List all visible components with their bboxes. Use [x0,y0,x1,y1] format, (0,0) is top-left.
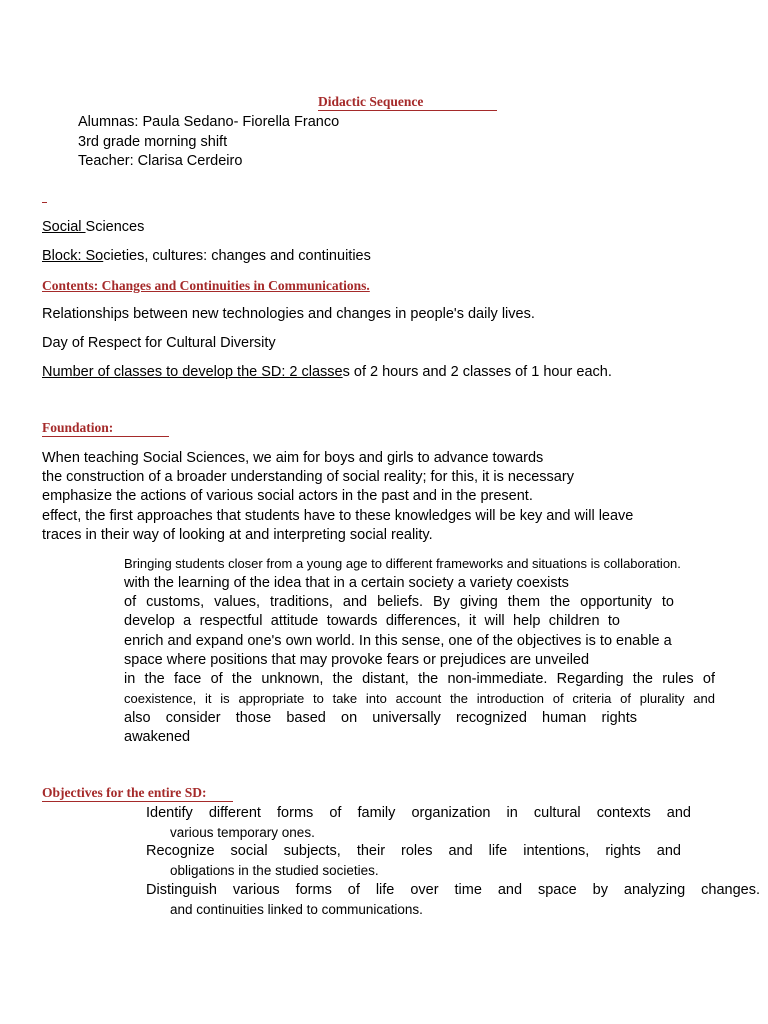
objective-continuation: various temporary ones. [170,825,315,840]
teacher-line: Teacher: Clarisa Cerdeiro [78,153,243,169]
foundation-p2-line: with the learning of the idea that in a certain society a variety coexists [124,575,569,591]
grade-line: 3rd grade morning shift [78,134,228,150]
foundation-p2-line: Bringing students closer from a young age to different frameworks and situations is collaboration. [124,556,681,571]
objective-text: Identify different forms of family organization in cultural contexts and [146,805,691,821]
objective-text: Recognize social subjects, their roles and life intentions, rights and [146,843,681,859]
classes-rest: s of 2 hours and 2 classes of 1 hour each. [342,364,612,380]
area-underlined: Social [42,219,86,235]
foundation-heading: Foundation: [42,420,169,437]
objective-continuation: and continuities linked to communications. [170,902,423,917]
foundation-p2-line: also consider those based on universally recognized human rights [124,710,637,726]
foundation-p1-line: the construction of a broader understanding of social reality; for this, it is necessary [42,469,574,485]
foundation-p2-line: enrich and expand one's own world. In this sense, one of the objectives is to enable a [124,633,672,649]
classes-line [42,363,612,382]
foundation-p2-line: space where positions that may provoke fears or prejudices are unveiled [124,652,590,668]
classes-underlined: Number of classes to develop the SD: 2 classe [42,364,343,380]
objective-text: Distinguish various forms of life over time and space by analyzing changes. [146,882,760,898]
block-line [42,247,371,266]
students-line: Alumnas: Paula Sedano- Fiorella Franco [78,114,340,130]
foundation-p2-line: in the face of the unknown, the distant, the non-immediate. Regarding the rules of [124,671,715,687]
relationships-line: Relationships between new technologies and changes in people's daily lives. [42,306,535,322]
foundation-p1-line: emphasize the actions of various social actors in the past and in the present. [42,488,533,504]
foundation-p2-line: of customs, values, traditions, and beliefs. By giving them the opportunity to [124,594,674,610]
foundation-p2-line: develop a respectful attitude towards differences, it will help children to [124,613,620,629]
foundation-p1-line: traces in their way of looking at and interpreting social reality. [42,527,433,543]
objective-item [146,881,760,919]
contents-heading: Contents: Changes and Continuities in Communications. [42,278,370,293]
block-underlined: Block: So [42,248,104,264]
area-rest: Sciences [85,219,145,235]
objective-item [146,842,760,880]
block-rest: cieties, cultures: changes and continuities [103,248,371,264]
objective-continuation: obligations in the studied societies. [170,863,379,878]
objective-item [146,804,760,842]
area-line [42,218,144,237]
objectives-heading: Objectives for the entire SD: [42,785,233,802]
document-title: Didactic Sequence [318,94,497,111]
foundation-p2-line: coexistence, it is appropriate to take into account the introduction of criteria of plurality and [124,691,715,706]
red-underline-mark [42,194,47,203]
foundation-p1-line: effect, the first approaches that students have to these knowledges will be key and will leave [42,508,634,524]
foundation-p1-line: When teaching Social Sciences, we aim for boys and girls to advance towards [42,450,544,466]
foundation-p2-line: awakened [124,729,191,745]
day-line: Day of Respect for Cultural Diversity [42,335,276,351]
